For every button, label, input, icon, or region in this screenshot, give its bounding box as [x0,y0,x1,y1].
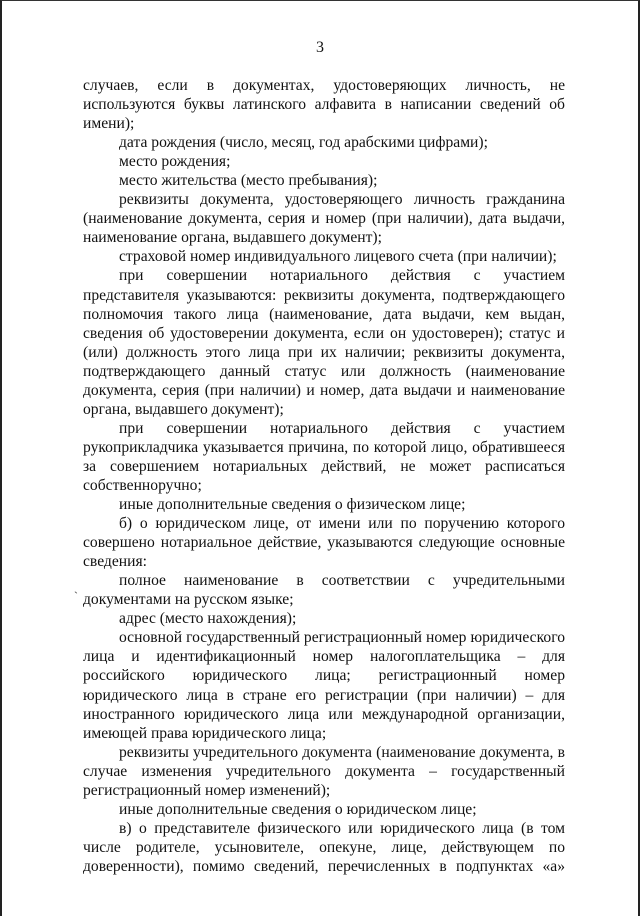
paragraph: место рождения; [119,153,231,171]
paragraph: иные дополнительные сведения о юридическом лице; [119,800,477,818]
paragraph: основной государственный регистрационный номер юридического лица и идентификационный номер налогоплательщика – для российского юридического лица; регистрационный номер юридического лица в стране его регистрации (при наличии) – для иностранного юридического лица или международной организации, имеющей права юридического лица; [83,629,565,742]
paragraph: б) о юридическом лице, от имени или по поручению которого совершено нотариальное действие, указываются следующие основные сведения: [83,515,565,571]
paragraph: страховой номер индивидуального лицевого счета (при наличии); [119,248,557,266]
paragraph: в) о представителе физического или юридического лица (в том числе родителе, усыновителе, опекуне, лице, действующем по доверенности), помимо сведений, перечисленных в подпунктах «а» [83,819,565,875]
document-body [83,76,565,895]
paragraph: адрес (место нахождения); [119,610,297,628]
paragraph: дата рождения (число, месяц, год арабскими цифрами); [119,134,488,152]
paragraph: полное наименование в соответствии с учредительными документами на русском языке; [83,572,565,609]
paragraph: реквизиты документа, удостоверяющего личность гражданина (наименование документа, серия и номер (при наличии), дата выдачи, наименование органа, выдавшего документ); [83,191,565,247]
paragraph: при совершении нотариального действия с участием представителя указываются: реквизиты документа, подтверждающего полномочия такого лица (наименование, дата выдачи, кем выдан, сведения об удостоверении документа, если он удостоверен); статус и (или) должность этого лица при их наличии; реквизиты документа, подтверждающего данный статус или должность (наименование документа, серия (при наличии) и номер, дата выдачи и наименование органа, выдавшего документ); [83,267,565,418]
page-number: 3 [316,39,324,56]
scan-mark: ` [74,589,78,603]
paragraph: место жительства (место пребывания); [119,172,378,190]
paragraph: реквизиты учредительного документа (наименование документа, в случае изменения учредительного документа – государственный регистрационный номер изменений); [83,743,565,799]
paragraph: случаев, если в документах, удостоверяющих личность, не используются буквы латинского алфавита в написании сведений об имени); [83,77,565,133]
paragraph: иные дополнительные сведения о физическом лице; [119,496,466,514]
paragraph: при совершении нотариального действия с участием рукоприкладчика указывается причина, по которой лицо, обратившееся за совершением нотариальных действий, не может расписаться собственноручно; [83,419,565,494]
